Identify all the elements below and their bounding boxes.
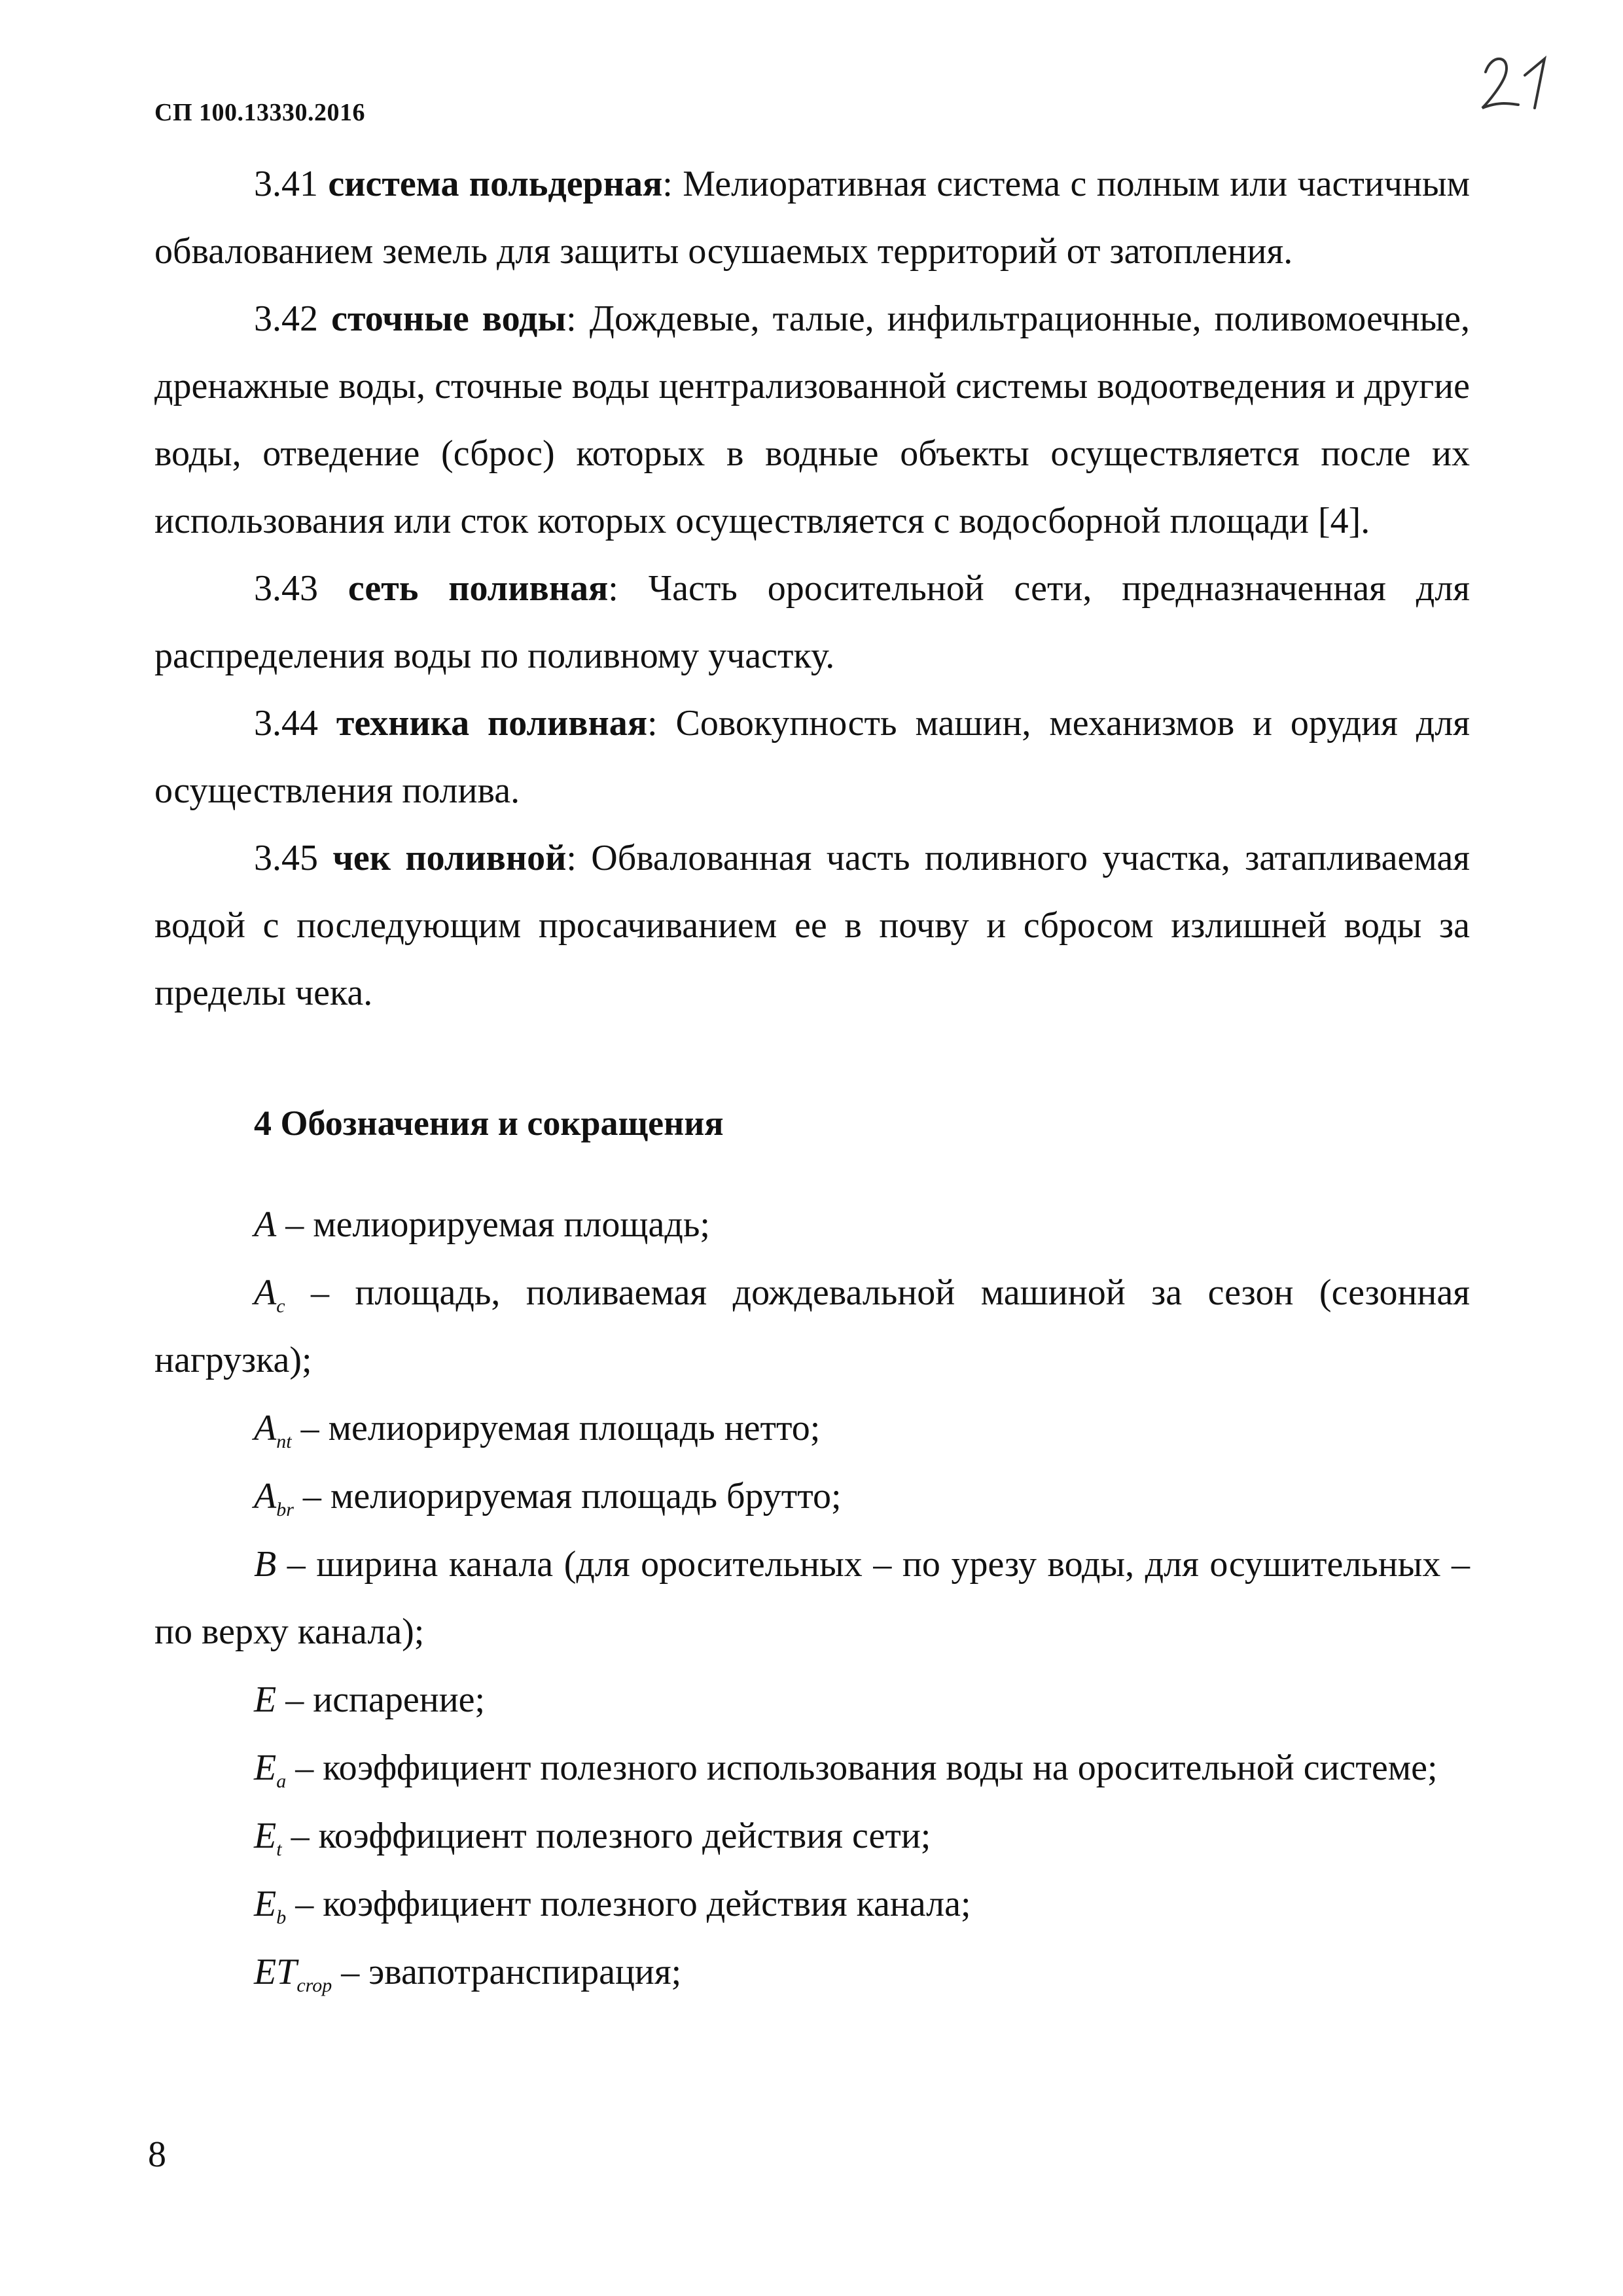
symbol: $E_t$ bbox=[254, 1816, 282, 1860]
symbol-description: – мелиорируемая площадь нетто; bbox=[300, 1408, 821, 1448]
symbol-description: – коэффициент полезного действия сети; bbox=[291, 1816, 931, 1856]
symbol-description: – мелиорируемая площадь; bbox=[285, 1204, 710, 1245]
page-content bbox=[154, 151, 1470, 2007]
symbol: $A_c$ bbox=[254, 1272, 285, 1317]
symbol-entry bbox=[154, 1259, 1470, 1394]
symbol: $ET_{crop}$ bbox=[254, 1952, 332, 1996]
terms-list bbox=[154, 151, 1470, 1027]
term-entry-3-45: 3.45 чек поливной: Обвалованная часть поливного участка, затапливаемая водой с последующим просачиванием ее в почву и сбросом излишней воды за пределы чека. bbox=[154, 838, 1471, 1013]
symbol: $A_{br}$ bbox=[254, 1476, 294, 1520]
symbols-list bbox=[154, 1191, 1470, 2006]
symbol-entry bbox=[154, 1939, 1470, 2006]
handwritten-page-number bbox=[1472, 46, 1564, 118]
symbol-description: – испарение; bbox=[285, 1679, 486, 1720]
symbol: $E_b$ bbox=[254, 1884, 287, 1928]
symbol: B bbox=[254, 1544, 277, 1585]
term-definition: Мелиоративная система с полным или частичным обвалованием земель для защиты осушаемых территорий от затопления. bbox=[154, 164, 1471, 272]
symbol-entry bbox=[154, 1395, 1470, 1462]
symbol-description: – коэффициент полезного действия канала; bbox=[295, 1884, 971, 1924]
symbol-description: – эвапотранспирация; bbox=[341, 1952, 682, 1992]
symbol: $A_{nt}$ bbox=[254, 1408, 292, 1452]
symbol: A bbox=[254, 1204, 277, 1245]
term-title: чек поливной bbox=[332, 838, 567, 878]
symbol-entry bbox=[154, 1666, 1470, 1734]
symbol-entry bbox=[154, 1463, 1470, 1530]
term-definition: Обвалованная часть поливного участка, затапливаемая водой с последующим просачиванием ее в почву и сбросом излишней воды за пределы чека. bbox=[154, 838, 1471, 1013]
symbol: $E_a$ bbox=[254, 1748, 287, 1792]
term-title: система польдерная bbox=[328, 164, 663, 204]
symbol-entry bbox=[154, 1871, 1470, 1938]
term-entry-3-44: 3.44 техника поливная: Совокупность машин, механизмов и орудия для осуществления полива. bbox=[154, 703, 1470, 811]
section-title: 4 Обозначения и сокращения bbox=[254, 1103, 724, 1143]
symbol-entry bbox=[154, 1734, 1470, 1802]
symbol-entry bbox=[154, 1191, 1470, 1259]
symbol-entry bbox=[154, 1803, 1470, 1870]
term-title: сточные воды bbox=[331, 298, 567, 339]
page-number: 8 bbox=[148, 2134, 166, 2175]
document-code: СП 100.13330.2016 bbox=[154, 99, 365, 126]
term-entry-3-41: 3.41 система польдерная: Мелиоративная система с полным или частичным обвалованием земель для защиты осушаемых территорий от затопления. bbox=[154, 164, 1471, 272]
symbol-description: – ширина канала (для оросительных – по урезу воды, для осушительных –по верху канала); bbox=[154, 1544, 1471, 1652]
term-definition: Совокупность машин, механизмов и орудия для осуществления полива. bbox=[154, 703, 1470, 811]
term-definition: Часть оросительной сети, предназначенная для распределения воды по поливному участку. bbox=[154, 568, 1471, 676]
symbol-entry bbox=[154, 1531, 1470, 1666]
term-title: сеть поливная bbox=[348, 568, 609, 609]
symbol-description: – коэффициент полезного использования воды на оросительной системе; bbox=[295, 1748, 1438, 1788]
term-title: техника поливная bbox=[336, 703, 648, 744]
term-entry-3-43: 3.43 сеть поливная: Часть оросительной сети, предназначенная для распределения воды по поливному участку. bbox=[154, 568, 1471, 676]
term-entry-3-42: 3.42 сточные воды: Дождевые, талые, инфильтрационные, поливомоечные, дренажные воды, сточные воды централизованной системы водоотведения и другие воды, отведение (сброс) которых в водные объекты осуществляется после их использования или сток которых осуществляется с водосборной площади [4]. bbox=[154, 298, 1471, 541]
symbol: E bbox=[254, 1679, 277, 1720]
term-definition: Дождевые, талые, инфильтрационные, поливомоечные, дренажные воды, сточные воды централизованной системы водоотведения и другие воды, отведение (сброс) которых в водные объекты осуществляется после их использования или сток которых осуществляется с водосборной площади [4]. bbox=[154, 298, 1471, 541]
symbol-description: – площадь, поливаемая дождевальной машиной за сезон (сезонная нагрузка); bbox=[154, 1272, 1470, 1380]
symbol-description: – мелиорируемая площадь брутто; bbox=[302, 1476, 842, 1516]
